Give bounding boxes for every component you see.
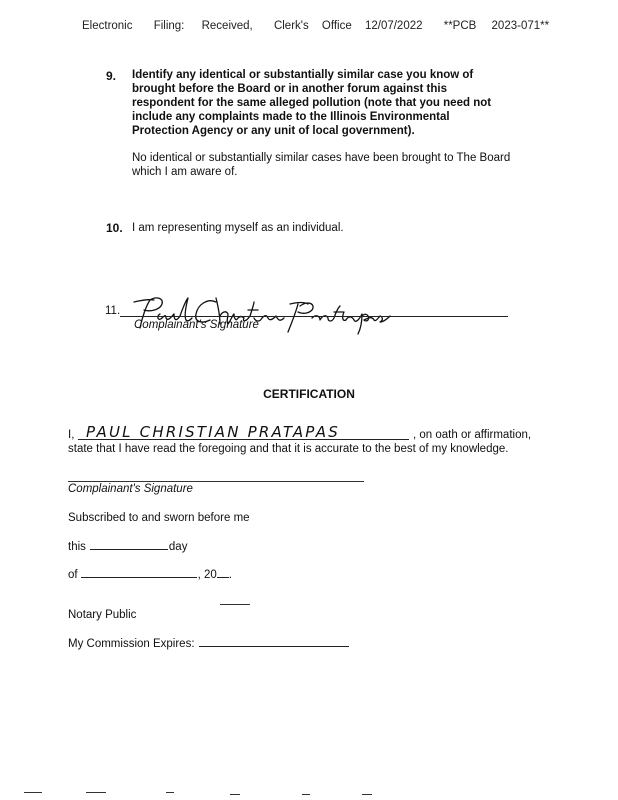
certification-title: CERTIFICATION bbox=[263, 387, 355, 401]
year-label: , 20 bbox=[197, 569, 217, 581]
notary-public-label: Notary Public bbox=[68, 609, 137, 621]
header-date: 12/07/2022 bbox=[364, 20, 423, 32]
header-case: **PCB bbox=[443, 20, 477, 32]
item-9-number: 9. bbox=[106, 69, 117, 83]
commission-label: My Commission Expires: bbox=[68, 638, 195, 650]
day-label: day bbox=[168, 541, 188, 553]
this-label: this bbox=[68, 541, 86, 553]
scan-mark bbox=[302, 794, 310, 795]
header-received: Received, bbox=[201, 20, 253, 32]
of-year-line bbox=[68, 567, 232, 582]
commission-blank bbox=[199, 636, 349, 647]
header-clerks: Clerk's bbox=[273, 20, 309, 32]
year-blank bbox=[217, 567, 229, 578]
svg-text:PAUL CHRISTIAN PRATAPAS: PAUL CHRISTIAN PRATAPAS bbox=[86, 423, 340, 441]
item-9-question: Identify any identical or substantially similar case you know of brought before the Board or in another forum against this respondent for the same alleged pollution (note that you need not include any complaints made to the Illinois Environmental Protection Agency or any unit of local government). bbox=[132, 69, 492, 137]
item-11-number: 11. bbox=[105, 305, 121, 317]
scan-mark bbox=[166, 792, 174, 793]
item-10-text: I am representing myself as an individual. bbox=[132, 222, 344, 234]
scan-mark bbox=[230, 794, 240, 795]
scan-mark bbox=[362, 794, 372, 795]
cert-signature-line bbox=[68, 481, 364, 482]
cert-statement: state that I have read the foregoing and that it is accurate to the best of my knowledge. bbox=[68, 443, 509, 455]
signature-line bbox=[120, 316, 508, 317]
this-day-line bbox=[68, 539, 187, 554]
header-electronic: Electronic bbox=[82, 20, 133, 32]
commission-line bbox=[68, 636, 349, 651]
subscribed-text: Subscribed to and sworn before me bbox=[68, 512, 250, 524]
cert-signature-label: Complainant's Signature bbox=[68, 483, 193, 495]
day-blank bbox=[90, 539, 168, 550]
complainant-signature-label: Complainant's Signature bbox=[134, 319, 259, 331]
item-10-number: 10. bbox=[106, 221, 123, 235]
scan-mark bbox=[86, 792, 106, 793]
scan-mark bbox=[24, 792, 42, 793]
filing-header bbox=[82, 20, 549, 32]
name-line bbox=[78, 439, 409, 440]
item-9-answer: No identical or substantially similar cases have been brought to The Board which I am aware of. bbox=[132, 152, 511, 178]
notary-line bbox=[220, 604, 250, 605]
year-end: . bbox=[228, 569, 232, 581]
cert-oath: , on oath or affirmation, bbox=[413, 429, 532, 441]
cert-i: I, bbox=[68, 429, 75, 441]
header-filing: Filing: bbox=[153, 20, 185, 32]
header-office: Office bbox=[321, 20, 352, 32]
of-label: of bbox=[68, 569, 78, 581]
header-number: 2023-071** bbox=[491, 20, 550, 32]
month-blank bbox=[81, 567, 197, 578]
